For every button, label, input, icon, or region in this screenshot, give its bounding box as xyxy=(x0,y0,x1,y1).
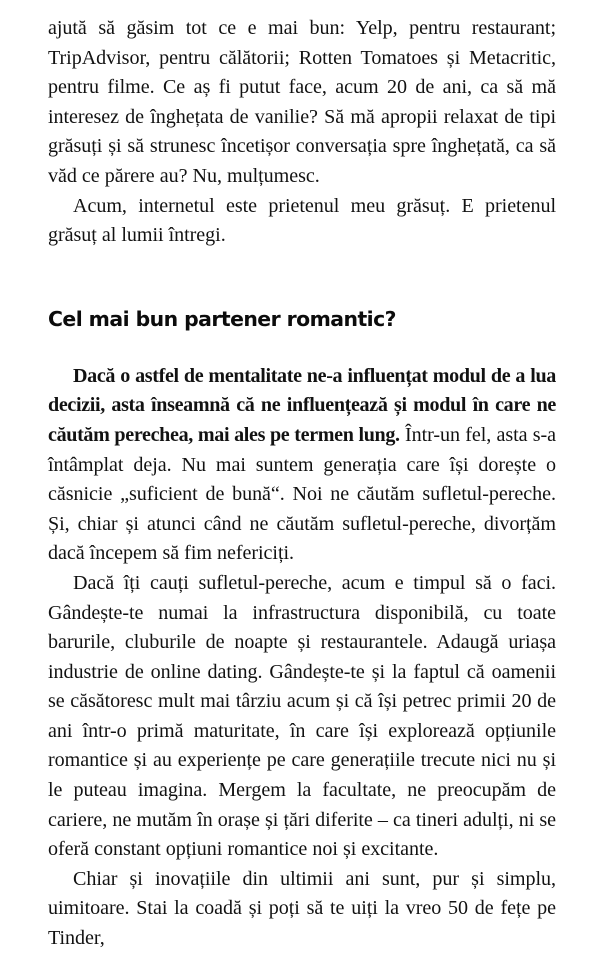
paragraph-sufletul-pereche: Dacă îți cauți sufletul-pereche, acum e timpul să o faci. Gândește-te numai la infrastructura disponibilă, cu toate barurile, cluburile de noapte și restaurantele. Adaugă uriașa industrie de online dating. Gândește-te și la faptul că oamenii se căsătoresc mult mai târziu acum și că își petrec primii 20 de ani într-o primă maturitate, în care își explorează opțiunile romantice și au experiențe pe care generațiile trecute nici nu și le puteau imagina. Mergem la facultate, ne preocupăm de cariere, ne mutăm în orașe și țări diferite – ca tineri adulți, ni se oferă constant opțiuni romantice noi și excitante. xyxy=(48,571,556,861)
paragraph-acum-internetul: Acum, internetul este prietenul meu grăsuț. E prietenul grăsuț al lumii întregi. xyxy=(48,194,556,247)
paragraph-lead-rest: Într-un fel, asta s-a întâmplat deja. Nu mai suntem generația care își dorește o căsnicie „suficient de bună“. Noi ne căutăm sufletul-pereche. Și, chiar și atunci când ne căutăm sufletul-pereche, divorțăm dacă începem să fim nefericiți. xyxy=(48,423,556,565)
heading-spacer-below xyxy=(48,332,556,362)
paragraph-inovatii: Chiar și inovațiile din ultimii ani sunt, pur și simplu, uimitoare. Stai la coadă și poți să te uiți la vreo 50 de fețe pe Tinder, xyxy=(48,867,556,950)
page-text-block xyxy=(48,14,556,954)
section-heading: Cel mai bun partener romantic? xyxy=(48,306,396,331)
paragraph-lead-bold: Dacă o astfel de mentalitate ne-a influențat modul de a lua decizii, asta înseamnă că ne influențează și modul în care ne căutăm perechea, mai ales pe termen lung. xyxy=(48,364,556,446)
heading-spacer-above xyxy=(48,251,556,306)
paragraph-continuation: ajută să găsim tot ce e mai bun: Yelp, pentru restaurant; TripAdvisor, pentru călătorii; Rotten Tomatoes și Metacritic, pentru filme. Ce aș fi putut face, acum 20 de ani, ca să mă interesez de înghețata de vanilie? Să mă apropii relaxat de tipi grăsuți și să strunesc încetișor conversația spre înghețată, ca să văd ce părere au? Nu, mulțumesc. xyxy=(48,17,556,187)
paragraph-mentalitate xyxy=(48,362,556,569)
